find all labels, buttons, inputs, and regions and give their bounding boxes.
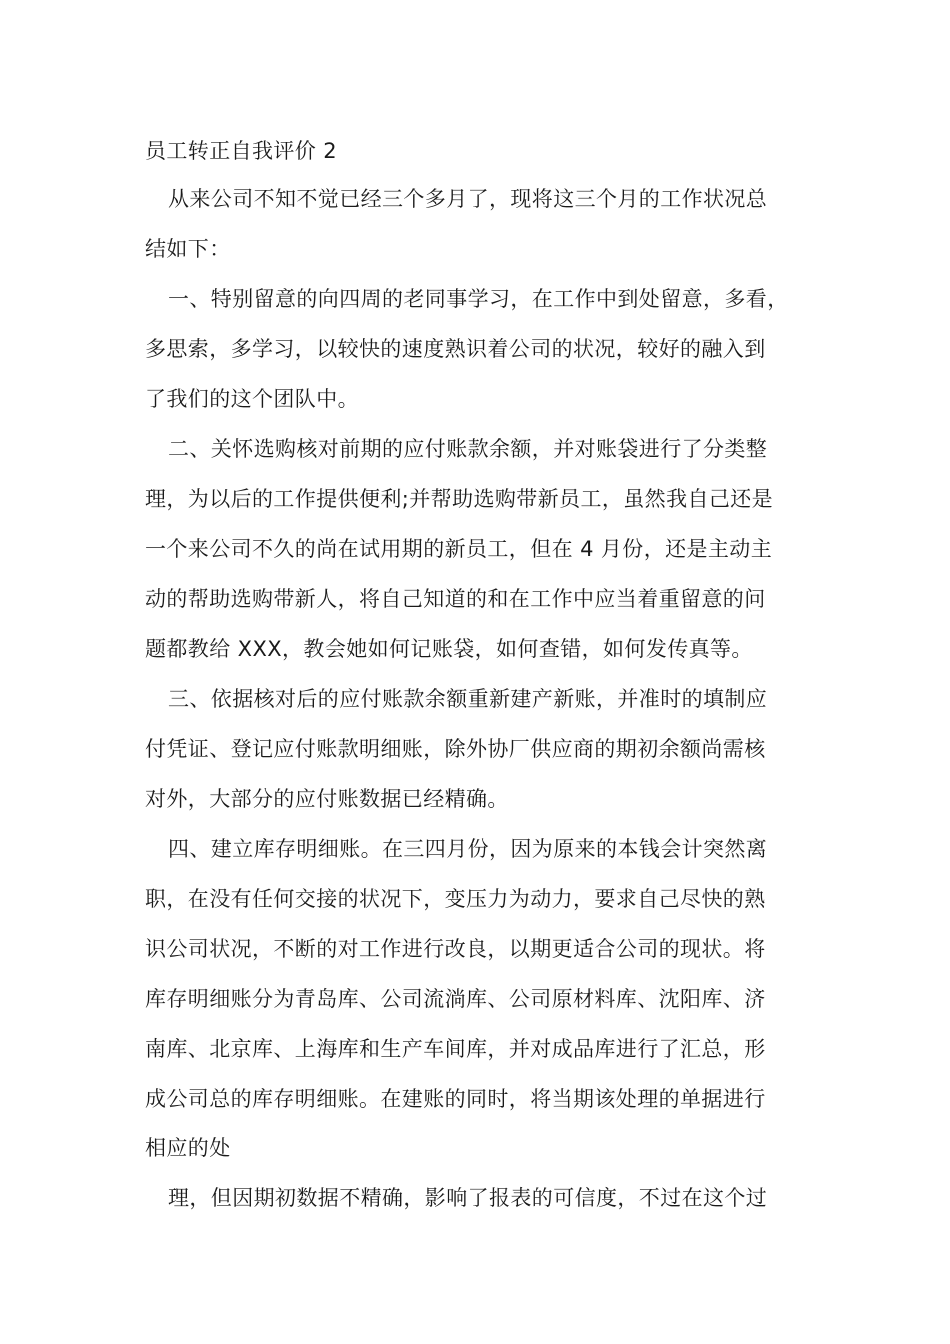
document-title: 员工转正自我评价 2 [145,139,338,163]
paragraph-line: 一个来公司不久的尚在试用期的新员工，但在 4 月份，还是主动主 [145,537,773,561]
paragraph-line: 四、建立库存明细账。在三四月份，因为原来的本钱会计突然离 [168,837,768,861]
paragraph-line: 识公司状况，不断的对工作进行改良，以期更适合公司的现状。将 [145,937,766,961]
paragraph-line: 对外，大部分的应付账数据已经精确。 [145,787,509,811]
paragraph-line: 成公司总的库存明细账。在建账的同时，将当期该处理的单据进行 [145,1087,766,1111]
paragraph-line: 题都教给 XXX，教会她如何记账袋，如何查错，如何发传真等。 [145,637,753,661]
paragraph-line: 二、关怀选购核对前期的应付账款余额，并对账袋进行了分类整 [168,437,768,461]
paragraph-line: 动的帮助选购带新人，将自己知道的和在工作中应当着重留意的问 [145,587,766,611]
paragraph-line: 南库、北京库、上海库和生产车间库，并对成品库进行了汇总，形 [145,1037,766,1061]
paragraph-line: 付凭证、登记应付账款明细账，除外协厂供应商的期初余额尚需核 [145,737,766,761]
paragraph-line: 了我们的这个团队中。 [145,387,359,411]
paragraph-line: 三、依据核对后的应付账款余额重新建产新账，并准时的填制应 [168,687,768,711]
paragraph-line: 结如下： [145,237,231,261]
paragraph-line: 多思索，多学习，以较快的速度熟识着公司的状况，较好的融入到 [145,337,766,361]
paragraph-line: 职，在没有任何交接的状况下，变压力为动力，要求自己尽快的熟 [145,887,766,911]
paragraph-line: 库存明细账分为青岛库、公司流淌库、公司原材料库、沈阳库、济 [145,987,766,1011]
paragraph-line: 理，但因期初数据不精确，影响了报表的可信度，不过在这个过 [168,1186,768,1210]
paragraph-line: 理，为以后的工作提供便利;并帮助选购带新员工，虽然我自己还是 [145,487,774,511]
paragraph-line: 从来公司不知不觉已经三个多月了，现将这三个月的工作状况总 [168,187,768,211]
paragraph-line: 一、特别留意的向四周的老同事学习，在工作中到处留意，多看， [168,287,789,311]
paragraph-line: 相应的处 [145,1136,231,1160]
